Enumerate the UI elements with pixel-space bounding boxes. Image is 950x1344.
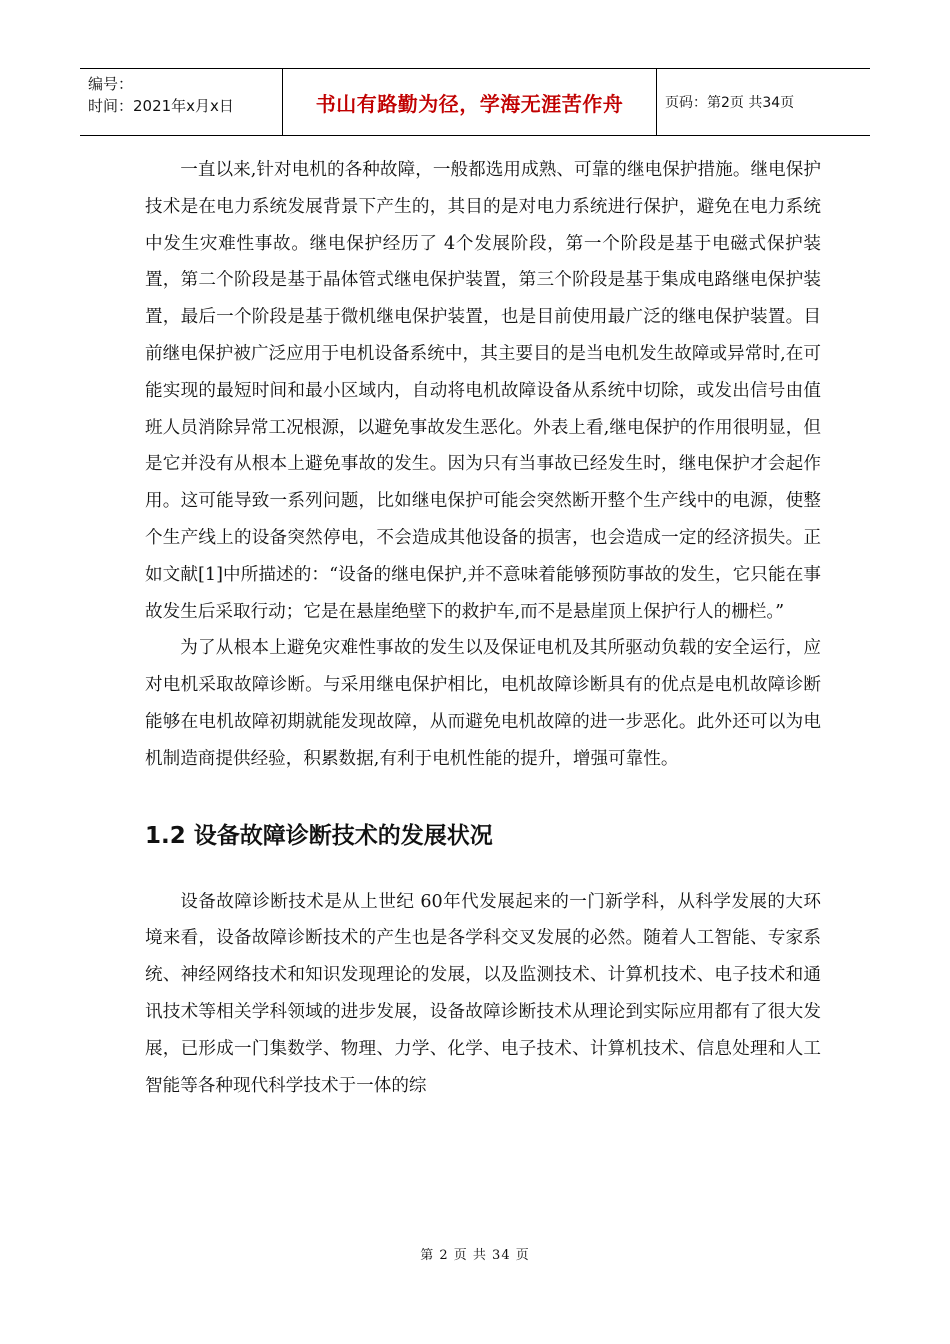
page-header xyxy=(80,68,870,136)
document-number-label: 编号： xyxy=(88,75,134,93)
section-paragraph: 设备故障诊断技术是从上世纪 60年代发展起来的一门新学科，从科学发展的大环境来看，设备故障诊断技术的产生也是各学科交叉发展的必然。随着人工智能、专家系统、神经网络技术和知识发现理论的发展，以及监测技术、计算机技术、电子技术和通讯技术等相关学科领域的进步发展，设备故障诊断技术从理论到实际应用都有了很大发展，已形成一门集数学、物理、力学、化学、电子技术、计算机技术、信息处理和人工智能等各种现代科学技术于一体的综 xyxy=(145,891,821,1096)
document-date: 时间：2021年x月x日 xyxy=(88,97,234,115)
page-footer: 第 2 页 共 34 页 xyxy=(420,1248,530,1263)
section-heading: 1.2 设备故障诊断技术的发展状况 xyxy=(145,822,493,849)
body-paragraph-1: 一直以来,针对电机的各种故障，一般都选用成熟、可靠的继电保护措施。继电保护技术是在电力系统发展背景下产生的，其目的是对电力系统进行保护，避免在电力系统中发生灾难性事故。继电保护经历了 4个发展阶段，第一个阶段是基于电磁式保护装置，第二个阶段是基于晶体管式继电保护装置，第三个阶段是基于集成电路继电保护装置，最后一个阶段是基于微机继电保护装置，也是目前使用最广泛的继电保护装置。目前继电保护被广泛应用于电机设备系统中，其主要目的是当电机发生故障或异常时,在可能实现的最短时间和最小区域内，自动将电机故障设备从系统中切除，或发出信号由值班人员消除异常工况根源，以避免事故发生恶化。外表上看,继电保护的作用很明显，但是它并没有从根本上避免事故的发生。因为只有当事故已经发生时，继电保护才会起作用。这可能导致一系列问题，比如继电保护可能会突然断开整个生产线中的电源，使整个生产线上的设备突然停电，不会造成其他设备的损害，也会造成一定的经济损失。正如文献[1]中所描述的：“设备的继电保护,并不意味着能够预防事故的发生，它只能在事故发生后采取行动；它是在悬崖绝壁下的救护车,而不是悬崖顶上保护行人的栅栏。” xyxy=(145,160,821,622)
document-body xyxy=(145,152,821,1104)
header-page-info: 页码：第2页 共34页 xyxy=(665,95,795,111)
header-motto: 书山有路勤为径，学海无涯苦作舟 xyxy=(282,69,657,135)
body-paragraph-2: 为了从根本上避免灾难性事故的发生以及保证电机及其所驱动负载的安全运行，应对电机采取故障诊断。与采用继电保护相比，电机故障诊断具有的优点是电机故障诊断能够在电机故障初期就能发现故障，从而避免电机故障的进一步恶化。此外还可以为电机制造商提供经验，积累数据,有利于电机性能的提升，增强可靠性。 xyxy=(145,638,821,769)
header-meta xyxy=(80,69,282,135)
